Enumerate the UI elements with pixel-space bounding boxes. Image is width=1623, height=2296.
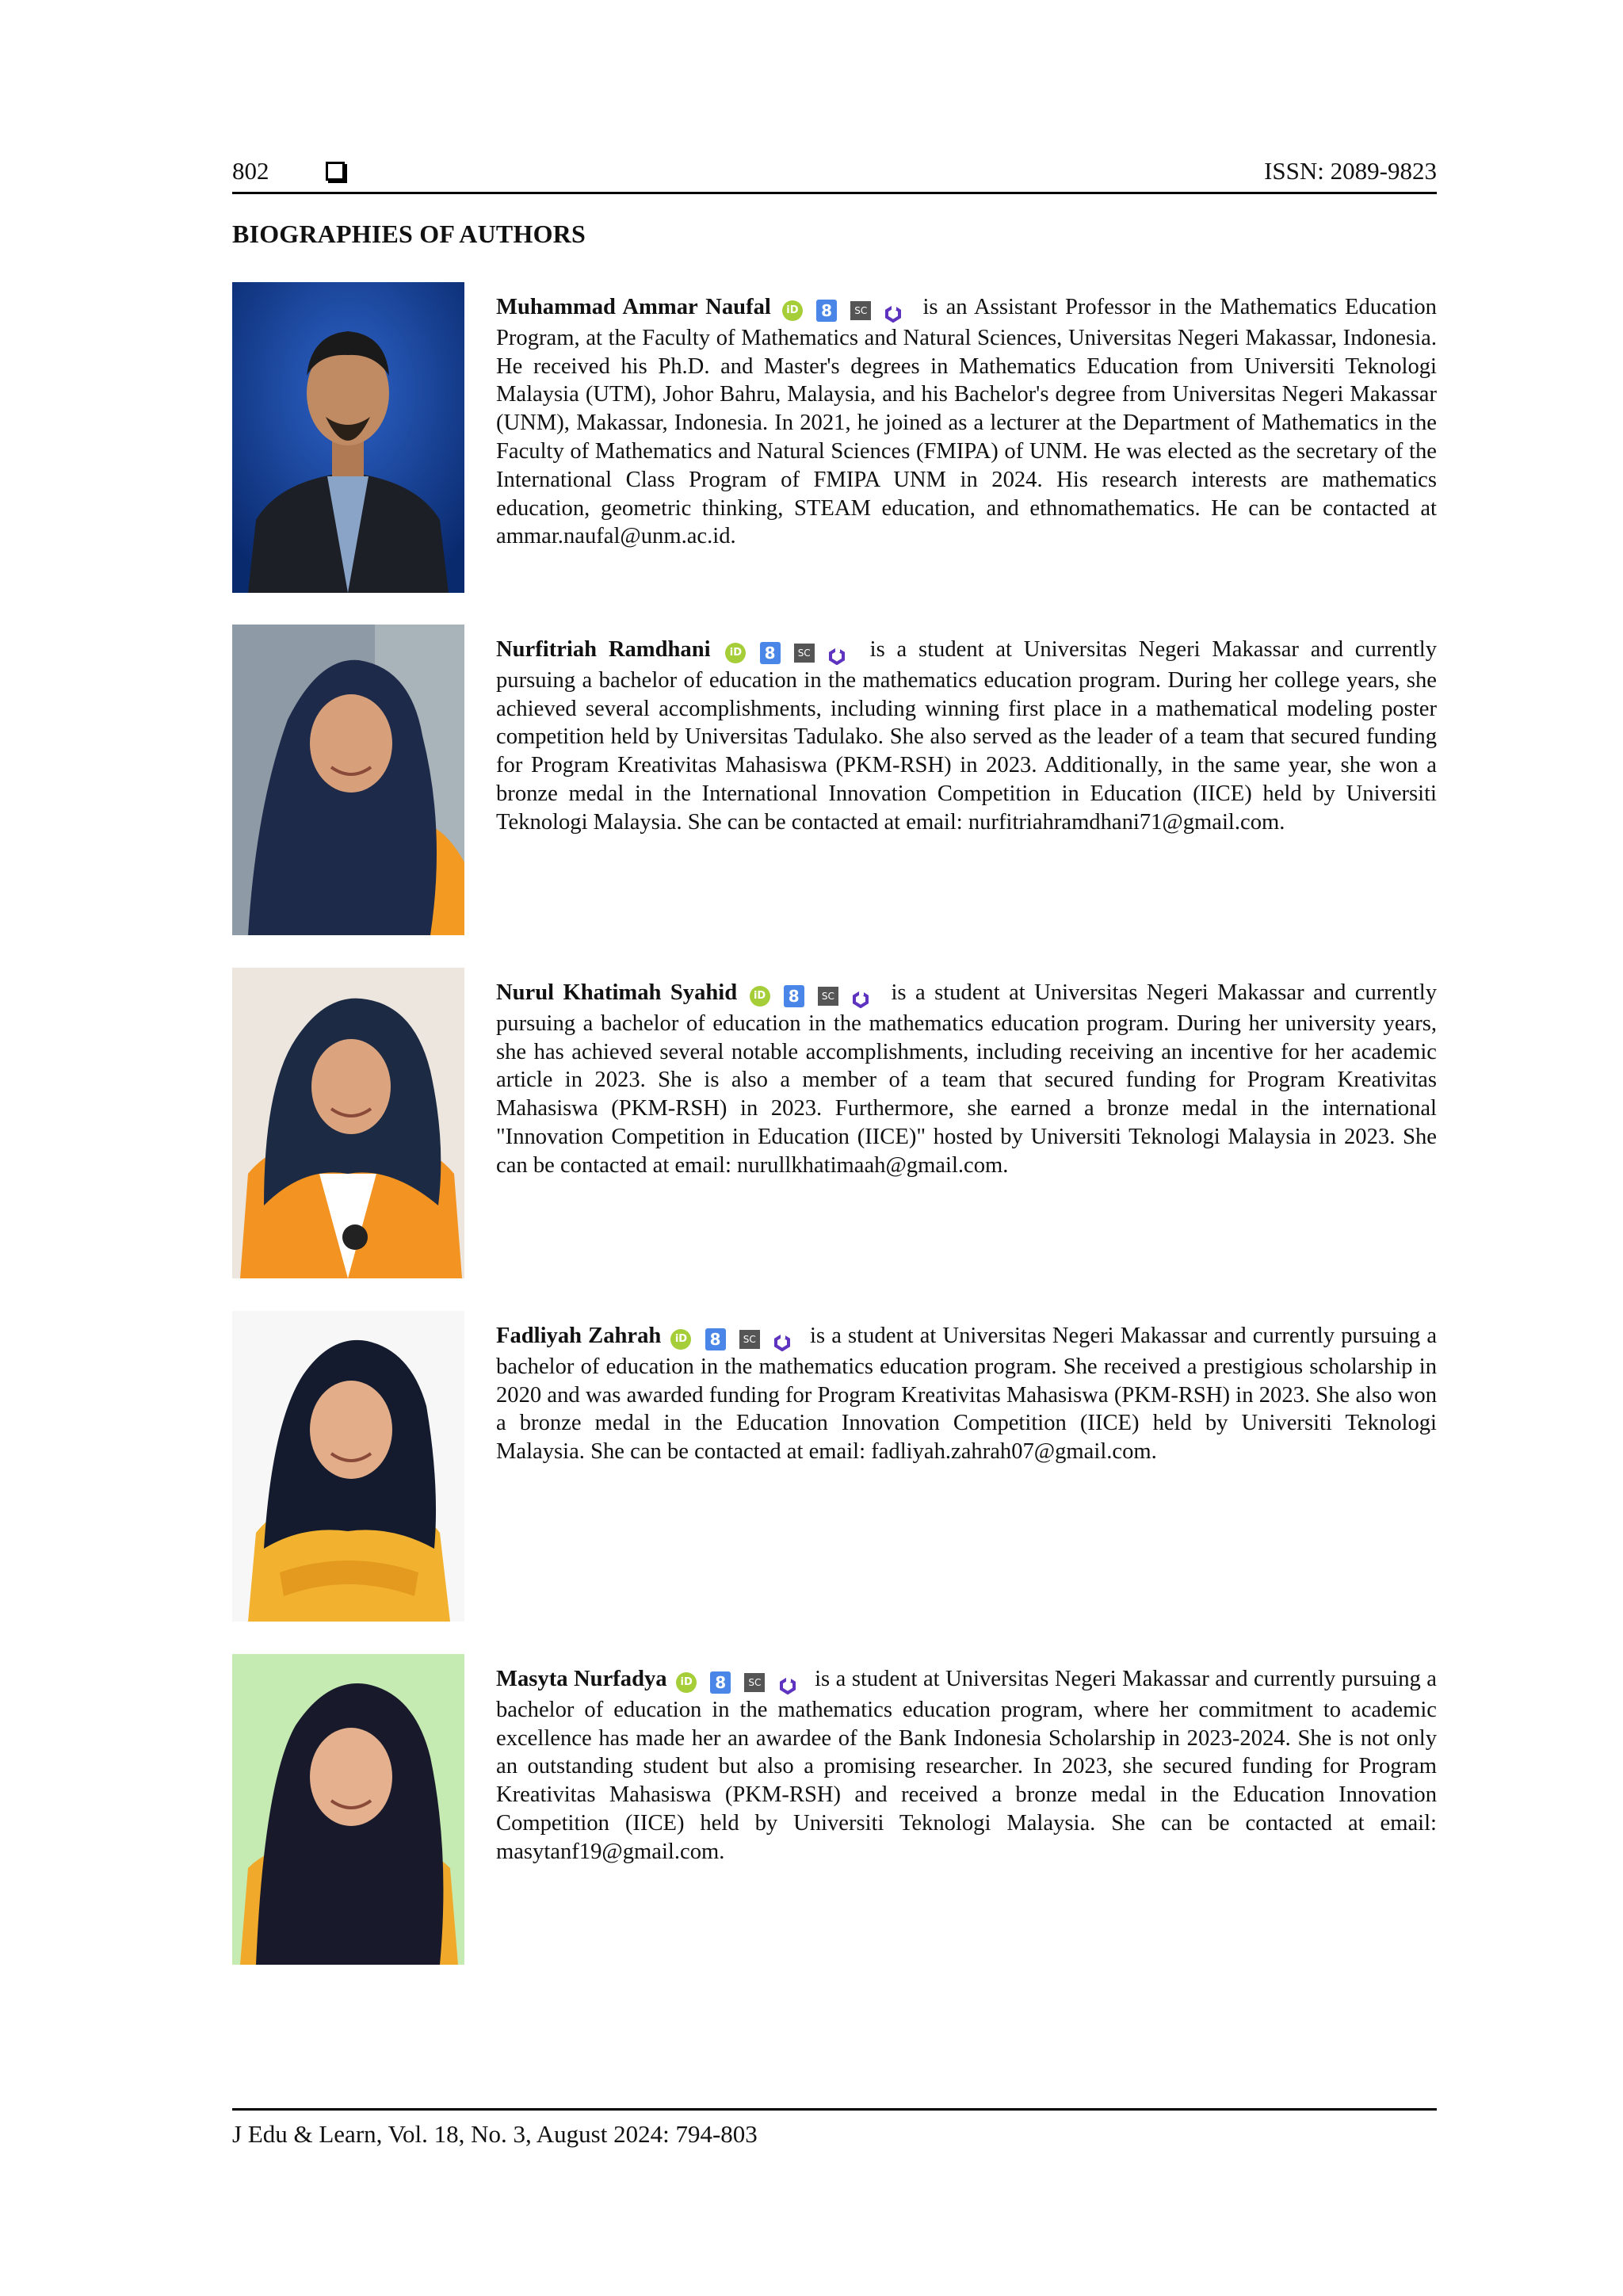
scopus-icon[interactable]: SC bbox=[739, 1330, 760, 1349]
author-name: Nurfitriah Ramdhani bbox=[496, 637, 711, 662]
author-bio-text: is a student at Universitas Negeri Makassar and currently pursuing a bachelor of education in the mathematics education program. During her college years, she achieved several accomplishments, including winning first place in a mathematical modeling poster competition held by Universitas Tadulako. She also served as the leader of a team that secured funding for Program Kreativitas Mahasiswa (PKM-RSH) in 2023. Additionally, in the same year, she won a bronze medal in the International Innovation Competition in Education (IICE) held by Universiti Teknologi Malaysia. She can be contacted at email: nurfitriahramdhani71@gmail.com. bbox=[496, 637, 1438, 835]
google-scholar-icon[interactable]: 8 bbox=[816, 300, 837, 322]
scopus-icon[interactable]: SC bbox=[850, 301, 871, 320]
web-of-science-icon[interactable] bbox=[884, 302, 902, 319]
author-bio bbox=[232, 625, 1437, 935]
author-name: Nurul Khatimah Syahid bbox=[496, 980, 738, 1005]
author-bio bbox=[232, 1311, 1437, 1622]
orcid-icon[interactable]: iD bbox=[750, 986, 770, 1007]
author-bio bbox=[232, 282, 1437, 593]
author-bio bbox=[232, 968, 1437, 1278]
author-id-links bbox=[670, 1324, 798, 1353]
author-id-links bbox=[725, 638, 853, 667]
author-bio-text: is a student at Universitas Negeri Makassar and currently pursuing a bachelor of education in the mathematics education program, where her commitment to academic excellence has made her an awardee of the Bank Indonesia Scholarship in 2023-2024. She is not only an outstanding student but also a promising researcher. In 2023, she secured funding for Program Kreativitas Mahasiswa (PKM-RSH) and received a bronze medal in the Education Innovation Competition (IICE) held by Universiti Teknologi Malaysia. She can be contacted at email: masytanf19@gmail.com. bbox=[496, 1667, 1437, 1864]
google-scholar-icon[interactable]: 8 bbox=[710, 1671, 731, 1694]
author-id-links bbox=[782, 296, 910, 324]
author-bio-text: is an Assistant Professor in the Mathematics Education Program, at the Faculty of Mathematics and Natural Sciences, Universitas Negeri Makassar, Indonesia. He received his Ph.D. and Master's degrees in Mathematics Education from Universiti Teknologi Malaysia (UTM), Johor Bahru, Malaysia, and his Bachelor's degree from Universitas Negeri Makassar (UNM), Makassar, Indonesia. In 2021, he joined as a lecturer at the Department of Mathematics in the Faculty of Mathematics and Natural Sciences (FMIPA) of UNM. He was elected as the secretary of the International Class Program of FMIPA UNM in 2024. His research interests are mathematics education, geometric thinking, STEAM education, and ethnomathematics. He can be contacted at ammar.naufal@unm.ac.id. bbox=[496, 295, 1437, 549]
scopus-icon[interactable]: SC bbox=[794, 644, 815, 663]
orcid-icon[interactable]: iD bbox=[782, 300, 803, 321]
web-of-science-icon[interactable] bbox=[779, 1674, 796, 1691]
author-bio-text: is a student at Universitas Negeri Makassar and currently pursuing a bachelor of education in the mathematics education program. She received a prestigious scholarship in 2020 and was awarded funding for Program Kreativitas Mahasiswa (PKM-RSH) in 2023. She also won a bronze medal in the Education Innovation Competition (IICE) held by Universiti Teknologi Malaysia. She can be contacted at email: fadliyah.zahrah07@gmail.com. bbox=[496, 1324, 1438, 1465]
square-bullet-icon bbox=[326, 162, 345, 181]
scopus-icon[interactable]: SC bbox=[818, 987, 838, 1006]
author-photo bbox=[232, 282, 464, 593]
web-of-science-icon[interactable] bbox=[852, 988, 869, 1005]
page-number: 802 bbox=[232, 157, 269, 185]
orcid-icon[interactable]: iD bbox=[725, 643, 746, 663]
orcid-icon[interactable]: iD bbox=[676, 1672, 697, 1693]
author-photo bbox=[232, 1654, 464, 1965]
running-header bbox=[232, 152, 1437, 194]
author-bio bbox=[232, 1654, 1437, 1965]
google-scholar-icon[interactable]: 8 bbox=[784, 985, 804, 1007]
issn: ISSN: 2089-9823 bbox=[1264, 157, 1437, 185]
author-bio-text: is a student at Universitas Negeri Makassar and currently pursuing a bachelor of education in the mathematics education program. During her university years, she has achieved several notable accomplishments, including receiving an incentive for her academic article in 2023. She is also a member of a team that secured funding for Program Kreativitas Mahasiswa (PKM-RSH) in 2023. Furthermore, she earned a bronze medal in the international "Innovation Competition in Education (IICE)" hosted by Universiti Teknologi Malaysia in 2023. She can be contacted at email: nurullkhatimaah@gmail.com. bbox=[496, 980, 1437, 1178]
web-of-science-icon[interactable] bbox=[828, 644, 846, 662]
author-photo bbox=[232, 968, 464, 1278]
author-photo bbox=[232, 1311, 464, 1622]
author-id-links bbox=[676, 1668, 804, 1696]
google-scholar-icon[interactable]: 8 bbox=[760, 642, 781, 664]
author-name: Masyta Nurfadya bbox=[496, 1667, 667, 1691]
author-name: Muhammad Ammar Naufal bbox=[496, 295, 771, 319]
web-of-science-icon[interactable] bbox=[773, 1331, 791, 1348]
running-footer: J Edu & Learn, Vol. 18, No. 3, August 2024: 794-803 bbox=[232, 2108, 1437, 2149]
section-title: BIOGRAPHIES OF AUTHORS bbox=[232, 220, 586, 248]
google-scholar-icon[interactable]: 8 bbox=[705, 1328, 726, 1350]
author-photo bbox=[232, 625, 464, 935]
orcid-icon[interactable]: iD bbox=[670, 1329, 691, 1350]
author-name: Fadliyah Zahrah bbox=[496, 1324, 662, 1348]
author-id-links bbox=[750, 981, 877, 1010]
scopus-icon[interactable]: SC bbox=[744, 1673, 765, 1692]
